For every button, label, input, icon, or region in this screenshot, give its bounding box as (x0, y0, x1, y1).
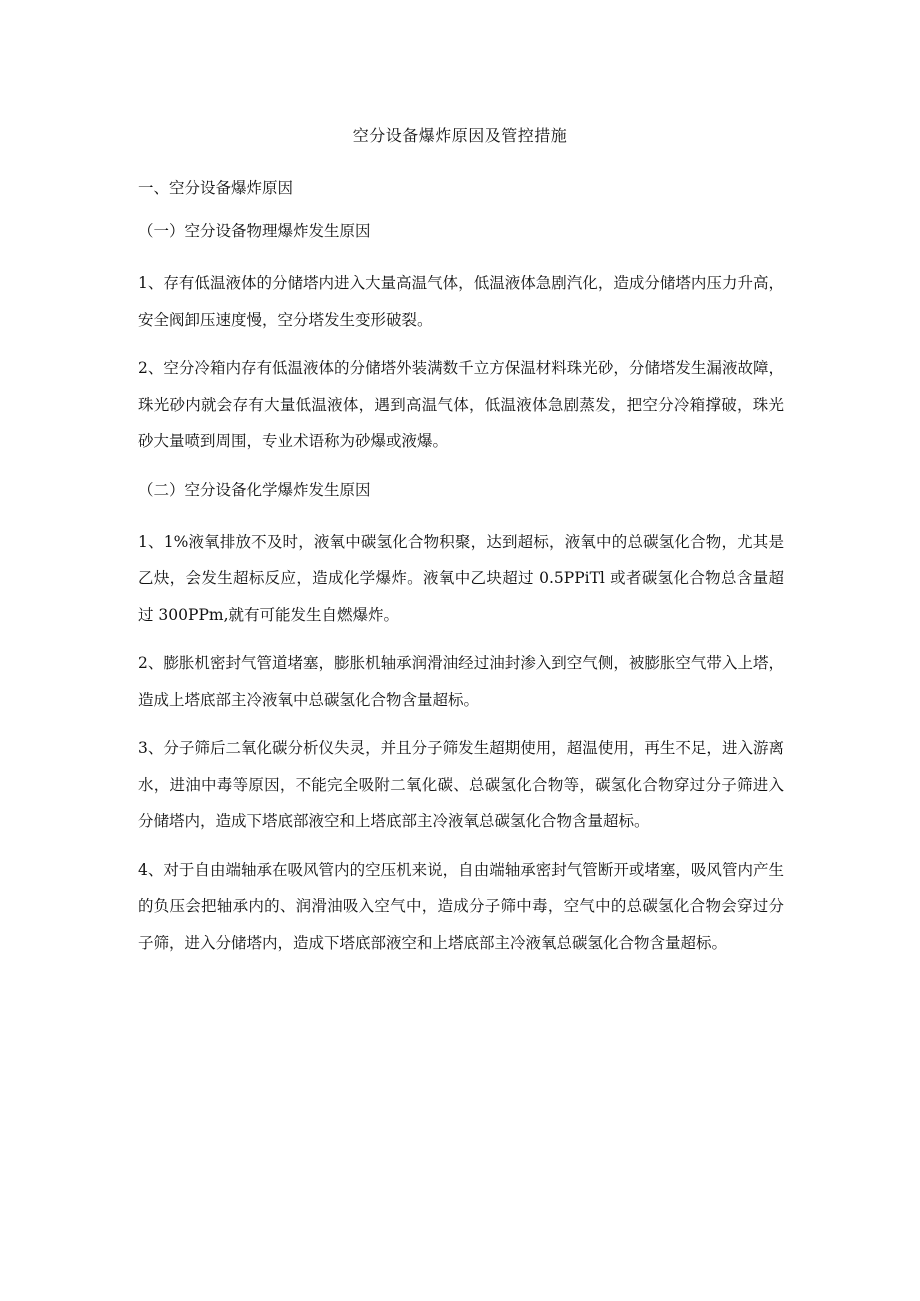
subsection-heading-physical: （一）空分设备物理爆炸发生原因 (138, 222, 371, 240)
document-title: 空分设备爆炸原因及管控措施 (352, 126, 568, 145)
paragraph-physical-2: 2、空分冷箱内存有低温液体的分储塔外装满数千立方保温材料珠光砂，分储塔发生漏液故障，珠光砂内就会存有大量低温液体，遇到高温气体，低温液体急剧蒸发，把空分冷箱撑破，珠光砂大量喷到周围，专业术语称为砂爆或液爆。 (138, 359, 784, 450)
paragraph-chemical-4: 4、对于自由端轴承在吸风管内的空压机来说，自由端轴承密封气管断开或堵塞，吸风管内产生的负压会把轴承内的、润滑油吸入空气中，造成分子筛中毒，空气中的总碳氢化合物会穿过分子筛，进入分储塔内，造成下塔底部液空和上塔底部主冷液氧总碳氢化合物含量超标。 (138, 860, 784, 952)
section-heading: 一、空分设备爆炸原因 (138, 179, 294, 197)
paragraph-chemical-1: 1、1%液氧排放不及时，液氧中碳氢化合物积聚，达到超标，液氧中的总碳氢化合物，尤其是乙炔，会发生超标反应，造成化学爆炸。液氧中乙块超过 0.5PPiTl 或者碳氢化合物总含量超过 300PPm,就有可能发生自燃爆炸。 (138, 532, 784, 624)
paragraph-chemical-2: 2、膨胀机密封气管道堵塞，膨胀机轴承润滑油经过油封渗入到空气侧，被膨胀空气带入上塔，造成上塔底部主冷液氧中总碳氢化合物含量超标。 (138, 654, 784, 709)
paragraph-chemical-3: 3、分子筛后二氧化碳分析仪失灵，并且分子筛发生超期使用，超温使用，再生不足，进入游离水，进油中毒等原因，不能完全吸附二氧化碳、总碳氢化合物等，碳氢化合物穿过分子筛进入分储塔内，造成下塔底部液空和上塔底部主冷液氧总碳氢化合物含量超标。 (138, 739, 784, 830)
paragraph-physical-1: 1、存有低温液体的分储塔内进入大量高温气体，低温液体急剧汽化，造成分储塔内压力升高，安全阀卸压速度慢，空分塔发生变形破裂。 (138, 274, 784, 329)
subsection-heading-chemical: （二）空分设备化学爆炸发生原因 (138, 480, 371, 499)
document-body (138, 170, 784, 973)
